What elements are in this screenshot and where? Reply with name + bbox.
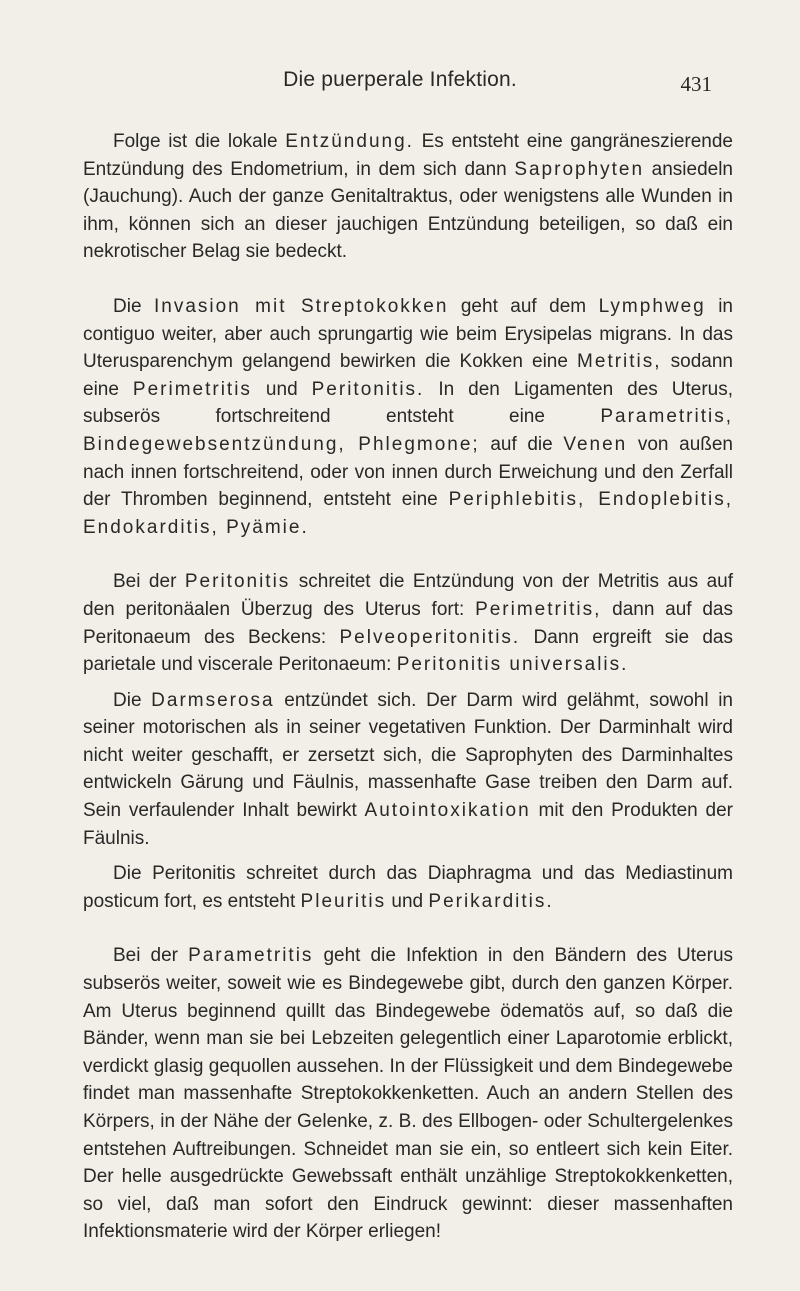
body-text-run: In den Ligamenten des Uterus, subserös fortschreitend entsteht eine [83,378,734,428]
spaced-emphasis-text: Entzündung. [285,131,414,152]
spaced-emphasis-text: Peritonitis universalis. [396,654,629,676]
body-text-run: Die Peritonitis schreitet durch das Diaphragma und das Mediastinum posticum fort, es entsteht [83,863,733,912]
paragraph-parametritis [83,942,733,1246]
spaced-emphasis-text: Lymphweg [598,295,706,317]
spaced-emphasis-text: Perimetritis [132,378,252,400]
spaced-emphasis-text: Pelveoperitonitis. [339,626,521,648]
body-text-run: mit den Produkten der Fäulnis. [83,800,733,849]
body-text-run: auf die [479,433,564,455]
spaced-emphasis-text: Invasion mit Streptokokken [153,295,449,317]
spaced-emphasis-text: Periphlebitis, Endoplebitis, Endokarditis, Pyämie. [83,489,733,538]
spaced-emphasis-text: Parametritis [188,945,314,967]
spaced-emphasis-text: Peritonitis [184,571,291,593]
paragraph-peritonitis [83,568,733,678]
page-body [83,128,733,1246]
running-title: Die puerperale Infektion. [283,68,517,91]
page-header [0,68,800,98]
spaced-emphasis-text: Venen [563,433,628,455]
body-text-run: schreitet die Entzündung von der Metritis aus auf den peritonäalen Überzug des Uterus fort: [83,571,733,620]
body-text-run: geht auf dem [448,295,599,317]
body-text-run: Folge ist die lokale [113,131,286,152]
body-text-run: dann auf das Peritonaeum des Beckens: [83,598,733,648]
paragraph-pleuritis [83,860,733,915]
page-number: 431 [680,72,712,96]
spaced-emphasis-text: Darmserosa [151,689,275,711]
body-text-run: Die [113,295,154,317]
paragraph-darmserosa [83,687,733,853]
body-text-run: Bei der [113,571,185,593]
body-text-run: ansiedeln (Jauchung). Auch der ganze Genitaltraktus, oder wenigstens alle Wunden in ihm, können sich an dieser jauchigen Entzündung beteiligen, so daß ein nekrotischer Belag sie bedeckt. [83,158,734,263]
spaced-emphasis-text: Saprophyten [514,158,645,180]
spaced-emphasis-text: Autointoxikation [364,800,531,822]
spaced-emphasis-text: Perimetritis, [475,598,602,620]
spaced-emphasis-text: Metritis, [577,351,662,373]
body-text-run: Es entsteht eine gangräneszierende Entzündung des Endometrium, in dem sich dann [83,131,733,180]
body-text-run: sodann eine [83,351,733,400]
body-text-run: Bei der [113,945,189,967]
body-text-run: Die [113,689,152,711]
body-text-run: und [251,378,312,400]
spaced-emphasis-text: Parametritis, Bindegewebsentzündung, Phlegmone; [83,406,733,455]
spaced-emphasis-text: Peritonitis. [311,378,425,400]
body-text-run: Dann ergreift sie das parietale und viscerale Peritonaeum: [83,626,733,676]
paragraph-streptococcus-invasion [83,293,733,541]
body-text-run: in contiguo weiter, aber auch sprungartig wie beim Erysipelas migrans. In das Uterusparenchym gelangend bewirken die Kokken eine [83,295,733,373]
body-text-run: geht die Infektion in den Bändern des Uterus subserös weiter, soweit wie es Bindegewebe gibt, durch den ganzen Körper. Am Uterus beginnend quillt das Bindegewebe ödematös auf, so daß die Bänder, wenn man sie bei Lebzeiten gelegentlich einer Laparotomie erblickt, verdickt glasig gequollen aussehen. In der Flüssigkeit und dem Bindegewebe findet man massenhafte Streptokokkenketten. Auch an andern Stellen des Körpers, in der Nähe der Gelenke, z. B. des Ellbogen- oder Schultergelenkes entstehen Auftreibungen. Schneidet man sie ein, so entleert sich kein Eiter. Der helle ausgedrückte Gewebssaft enthält unzählige Streptokokkenketten, so viel, daß man sofort den Eindruck gewinnt: dieser massenhaften Infektionsmaterie wird der Körper erliegen! [83,945,734,1243]
body-text-run: und [386,890,429,912]
spaced-emphasis-text: Perikarditis. [428,890,554,912]
spaced-emphasis-text: Pleuritis [300,890,387,912]
paragraph-local-inflammation [83,128,733,266]
body-text-run: entzündet sich. Der Darm wird gelähmt, sowohl in seiner motorischen als in seiner vegetativen Funktion. Der Darminhalt wird nicht weiter geschafft, er zersetzt sich, die Saprophyten des Darminhaltes entwickeln Gärung und Fäulnis, massenhafte Gase treiben den Darm auf. Sein verfaulender Inhalt bewirkt [83,689,733,822]
body-text-run: von außen nach innen fortschreitend, oder von innen durch Erweichung und den Zerfall der Thromben beginnend, entsteht eine [83,433,733,511]
